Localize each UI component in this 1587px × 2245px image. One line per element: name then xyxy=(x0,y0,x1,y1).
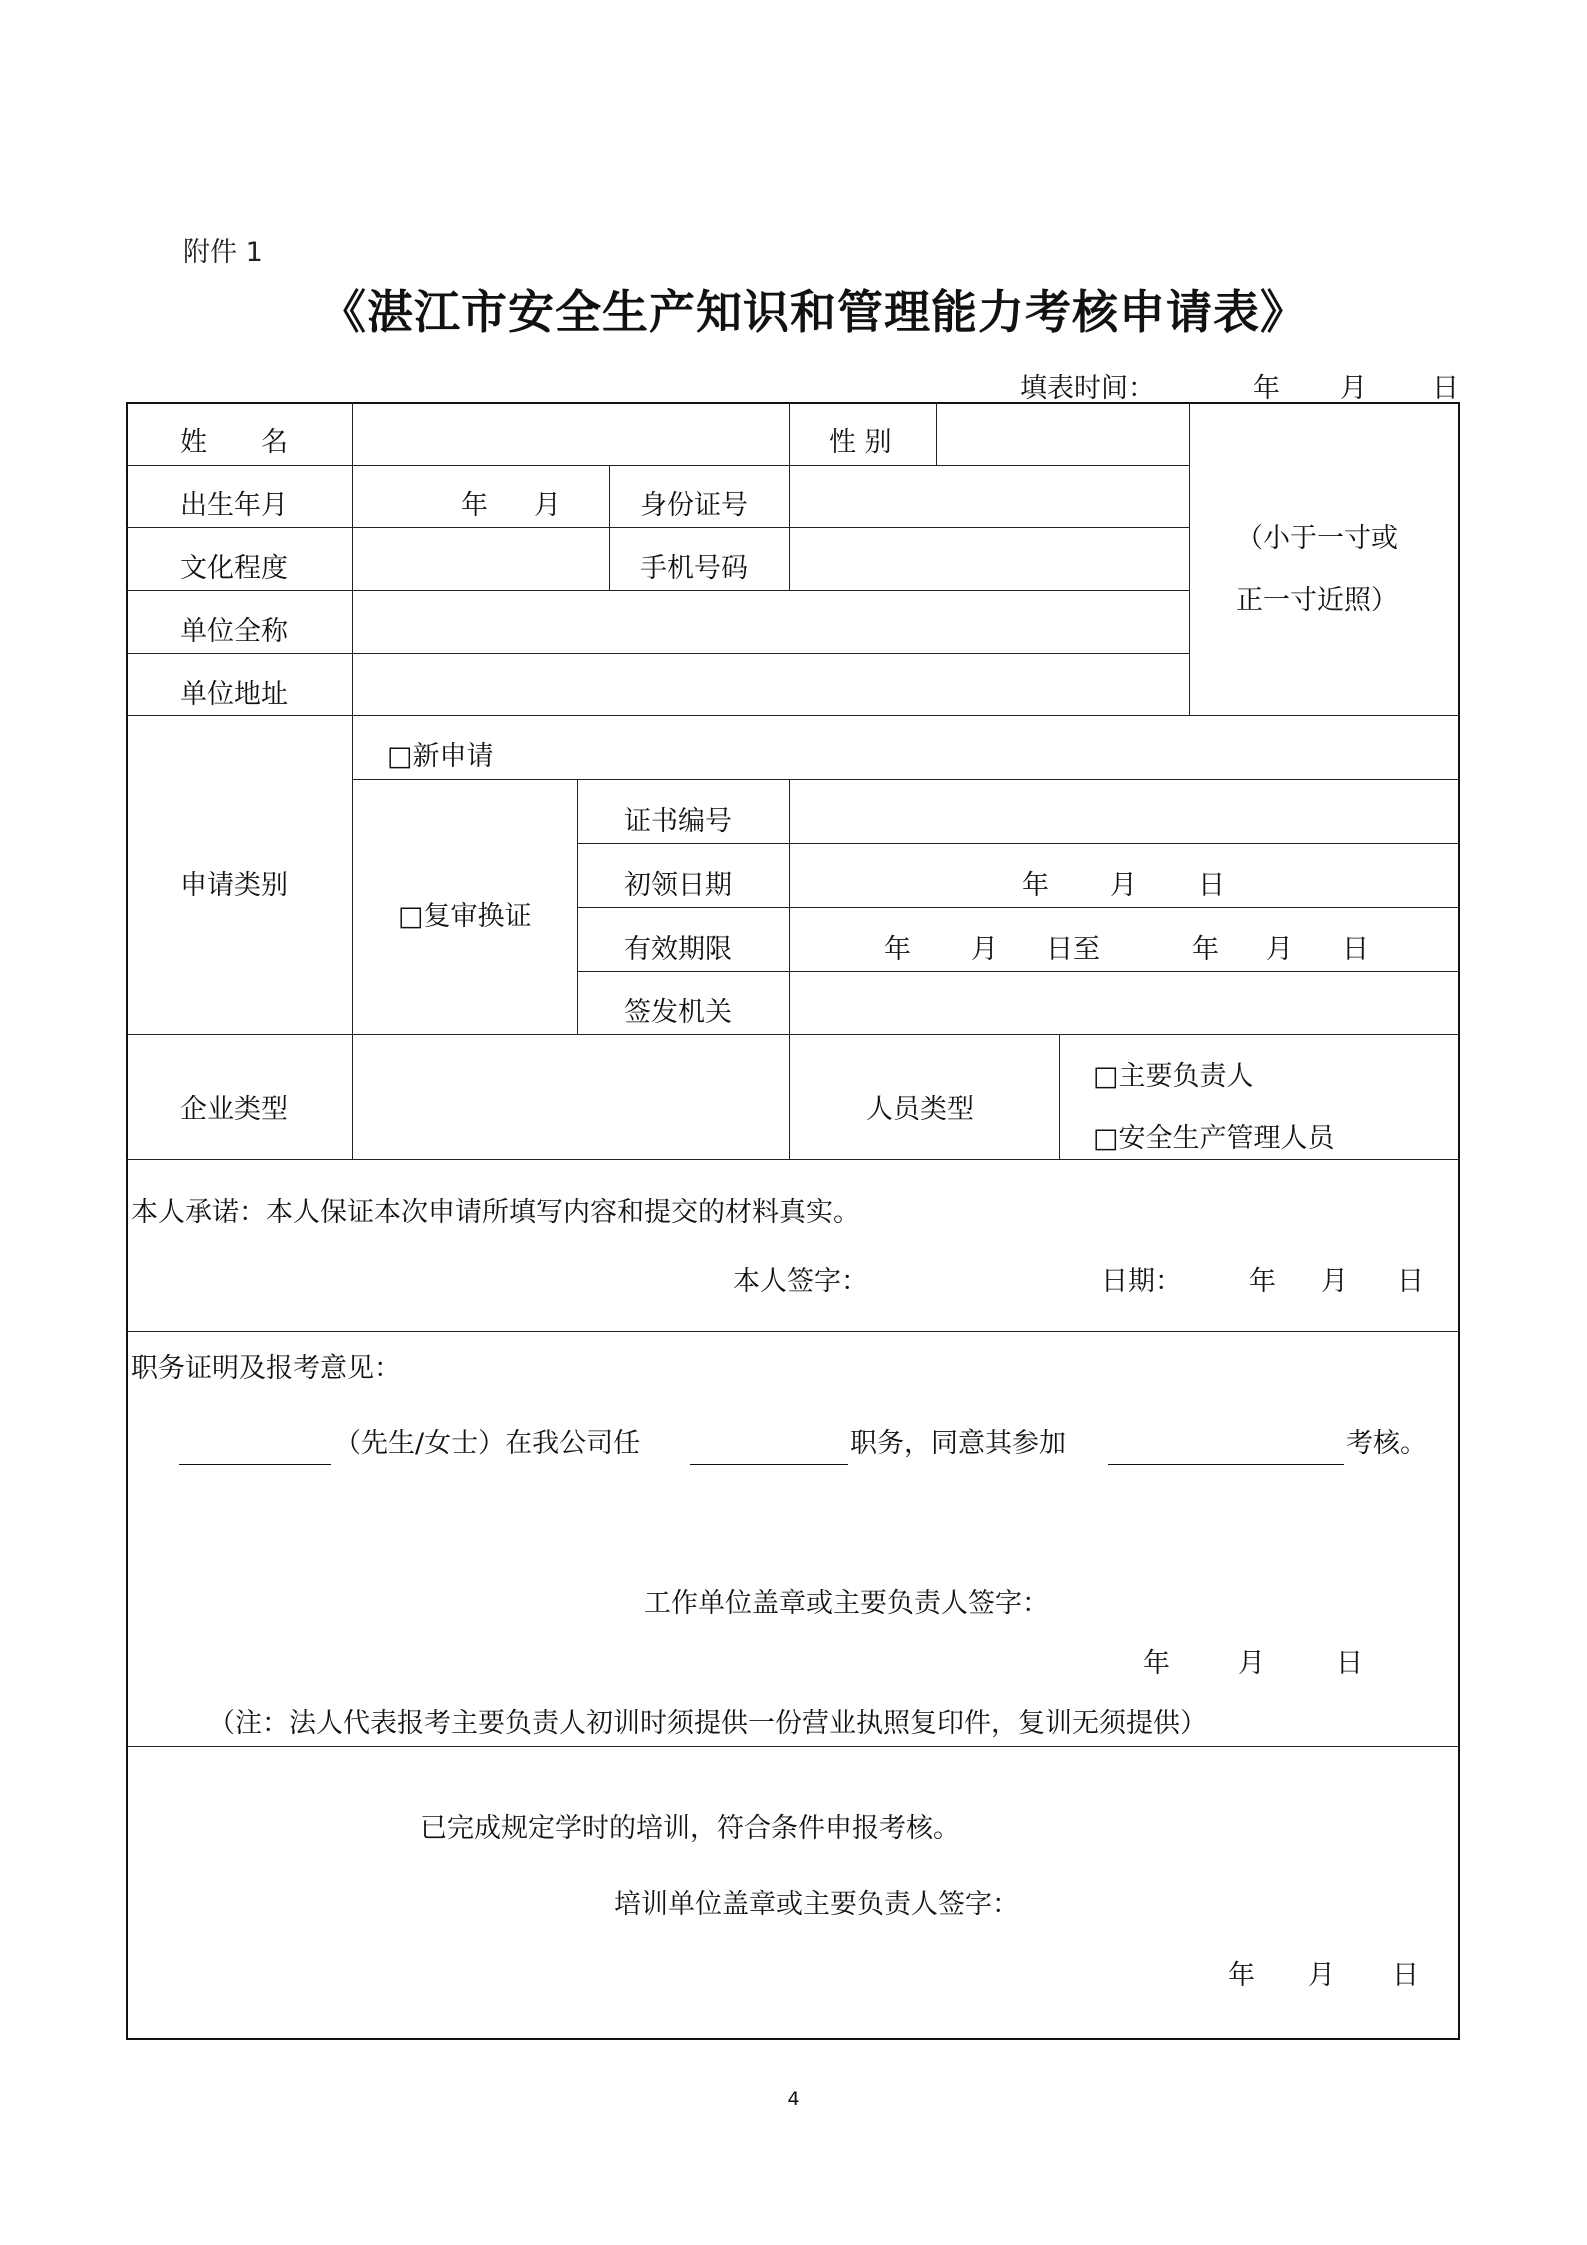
training-month[interactable]: 月 xyxy=(1308,1960,1335,1991)
renewal-checkbox[interactable]: □复审换证 xyxy=(398,901,532,932)
column-divider xyxy=(789,402,790,465)
training-year[interactable]: 年 xyxy=(1228,1960,1255,1991)
pledge-year[interactable]: 年 xyxy=(1249,1266,1276,1297)
birth-label: 出生年月 xyxy=(180,490,288,521)
applicant-name-blank[interactable] xyxy=(179,1464,331,1465)
gender-field[interactable] xyxy=(938,404,1188,464)
employer-signature-label: 工作单位盖章或主要负责人签字： xyxy=(644,1588,1049,1619)
row-divider xyxy=(577,843,1460,844)
pledge-signature-label: 本人签字： xyxy=(733,1266,868,1297)
validity-from-day[interactable]: 日至 xyxy=(1046,934,1100,965)
org-name-field[interactable] xyxy=(354,592,1188,652)
education-label: 文化程度 xyxy=(180,553,288,584)
org-address-label: 单位地址 xyxy=(180,679,288,710)
row-divider xyxy=(126,590,1189,591)
org-name-label: 单位全称 xyxy=(180,616,288,647)
validity-to-day[interactable]: 日 xyxy=(1342,934,1369,965)
principal-checkbox[interactable]: □主要负责人 xyxy=(1093,1061,1254,1092)
first-issue-month[interactable]: 月 xyxy=(1110,870,1137,901)
new-application-checkbox[interactable]: □新申请 xyxy=(387,741,494,772)
fill-time-day: 日 xyxy=(1432,373,1459,404)
education-field[interactable] xyxy=(354,529,608,589)
row-divider xyxy=(126,1159,1460,1160)
enterprise-type-field[interactable] xyxy=(354,1036,788,1158)
name-label: 姓 名 xyxy=(180,427,288,458)
attachment-label: 附件 1 xyxy=(183,237,263,268)
row-divider xyxy=(577,907,1460,908)
exam-type-blank[interactable] xyxy=(1108,1464,1344,1465)
column-divider xyxy=(609,465,610,590)
row-divider xyxy=(126,1331,1460,1332)
column-divider xyxy=(789,1034,790,1159)
photo-hint-line1: （小于一寸或 xyxy=(1236,523,1398,554)
employer-text-part1: （先生/女士）在我公司任 xyxy=(334,1428,641,1459)
training-signature-label: 培训单位盖章或主要负责人签字： xyxy=(614,1889,1019,1920)
row-divider xyxy=(126,653,1189,654)
form-title: 《湛江市安全生产知识和管理能力考核申请表》 xyxy=(320,285,1307,339)
pledge-signature-field[interactable] xyxy=(880,1258,1080,1302)
pledge-date-label: 日期： xyxy=(1101,1266,1182,1297)
id-number-label: 身份证号 xyxy=(640,490,748,521)
fill-time-label: 填表时间： xyxy=(1020,373,1155,404)
safety-manager-checkbox[interactable]: □安全生产管理人员 xyxy=(1093,1123,1335,1154)
enterprise-type-label: 企业类型 xyxy=(180,1094,288,1125)
person-type-label: 人员类型 xyxy=(866,1094,974,1125)
training-statement: 已完成规定学时的培训，符合条件申报考核。 xyxy=(420,1813,960,1844)
row-divider xyxy=(352,779,1460,780)
pledge-day[interactable]: 日 xyxy=(1397,1266,1424,1297)
validity-to-year[interactable]: 年 xyxy=(1192,934,1219,965)
first-issue-year[interactable]: 年 xyxy=(1022,870,1049,901)
employer-month[interactable]: 月 xyxy=(1238,1648,1265,1679)
employer-note: （注：法人代表报考主要负责人初训时须提供一份营业执照复印件，复训无须提供） xyxy=(208,1708,1207,1739)
validity-label: 有效期限 xyxy=(624,934,732,965)
photo-area[interactable] xyxy=(1191,404,1458,714)
row-divider xyxy=(577,971,1460,972)
column-divider xyxy=(936,402,937,465)
column-divider xyxy=(352,402,353,1159)
fill-time-year: 年 xyxy=(1253,373,1280,404)
gender-label: 性 别 xyxy=(829,427,892,458)
pledge-text: 本人承诺：本人保证本次申请所填写内容和提交的材料真实。 xyxy=(131,1197,860,1228)
pledge-month[interactable]: 月 xyxy=(1321,1266,1348,1297)
row-divider xyxy=(126,1746,1460,1747)
column-divider xyxy=(1059,1034,1060,1159)
birth-year-unit[interactable]: 年 xyxy=(461,490,488,521)
validity-from-month[interactable]: 月 xyxy=(971,934,998,965)
column-divider xyxy=(577,779,578,1034)
phone-label: 手机号码 xyxy=(640,553,748,584)
id-number-field[interactable] xyxy=(791,467,1188,526)
column-divider xyxy=(1189,402,1190,715)
row-divider xyxy=(126,715,1460,716)
fill-time-month: 月 xyxy=(1340,373,1367,404)
row-divider xyxy=(126,1034,1460,1035)
page-number: 4 xyxy=(787,2088,800,2110)
cert-number-field[interactable] xyxy=(791,781,1458,842)
row-divider xyxy=(126,527,1189,528)
row-divider xyxy=(126,465,1189,466)
column-divider xyxy=(789,779,790,1034)
photo-hint-line2: 正一寸近照） xyxy=(1236,585,1398,616)
issuer-field[interactable] xyxy=(791,973,1458,1033)
employer-heading: 职务证明及报考意见： xyxy=(131,1353,401,1384)
issuer-label: 签发机关 xyxy=(624,997,732,1028)
employer-text-part3: 考核。 xyxy=(1346,1428,1427,1459)
phone-field[interactable] xyxy=(791,529,1188,589)
first-issue-day[interactable]: 日 xyxy=(1198,870,1225,901)
first-issue-label: 初领日期 xyxy=(624,870,732,901)
validity-to-month[interactable]: 月 xyxy=(1266,934,1293,965)
employer-day[interactable]: 日 xyxy=(1336,1648,1363,1679)
training-day[interactable]: 日 xyxy=(1392,1960,1419,1991)
cert-number-label: 证书编号 xyxy=(624,806,732,837)
name-field[interactable] xyxy=(354,404,788,464)
employer-text-part2: 职务，同意其参加 xyxy=(850,1428,1066,1459)
employer-year[interactable]: 年 xyxy=(1143,1648,1170,1679)
org-address-field[interactable] xyxy=(354,655,1188,714)
column-divider xyxy=(789,465,790,590)
validity-from-year[interactable]: 年 xyxy=(884,934,911,965)
position-blank[interactable] xyxy=(690,1464,848,1465)
birth-month-unit[interactable]: 月 xyxy=(534,490,561,521)
category-label: 申请类别 xyxy=(180,870,288,901)
